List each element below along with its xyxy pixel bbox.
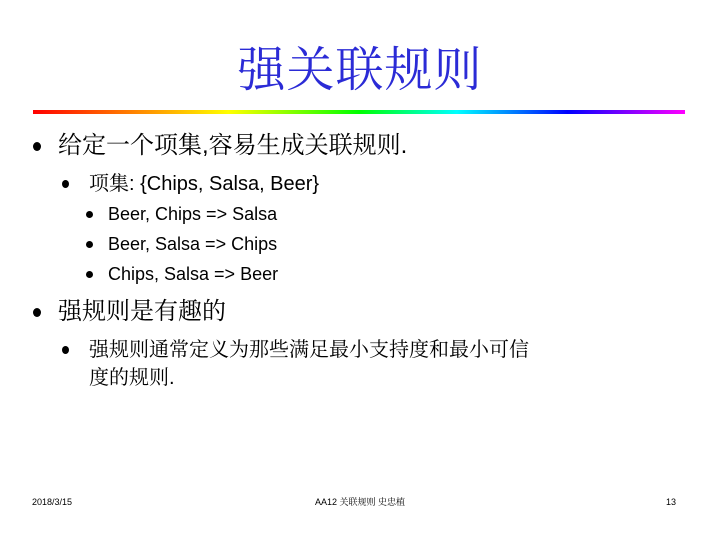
bullet-item (33, 297, 226, 327)
bullet-text: 给定一个项集,容易生成关联规则. (58, 132, 408, 159)
footer-caption: AA12 关联规则 史忠植 (314, 497, 406, 507)
slide-title: 强关联规则 (237, 42, 483, 98)
bullet-text-line: 度的规则. (89, 367, 175, 389)
bullet-item (33, 131, 407, 161)
footer-page-number: 13 (666, 497, 677, 507)
bullet-text-line: 强规则通常定义为那些满足最小支持度和最小可信 (89, 339, 529, 361)
bullet-text (89, 336, 529, 392)
bullet-dot-icon (86, 211, 93, 218)
bullet-dot-icon (33, 142, 41, 151)
bullet-text: Beer, Salsa => Chips (108, 234, 278, 254)
bullet-item (86, 262, 278, 286)
bullet-item (86, 202, 277, 226)
footer-date: 2018/3/15 (32, 497, 73, 507)
bullet-item (62, 336, 529, 392)
bullet-text: 项集: {Chips, Salsa, Beer} (89, 173, 320, 195)
bullet-dot-icon (33, 308, 41, 317)
bullet-item (62, 170, 319, 198)
bullet-dot-icon (86, 271, 93, 278)
bullet-dot-icon (62, 180, 69, 188)
bullet-text: Beer, Chips => Salsa (108, 204, 278, 224)
title-rule-line (33, 110, 685, 114)
bullet-text: Chips, Salsa => Beer (108, 264, 279, 284)
bullet-dot-icon (86, 241, 93, 248)
bullet-dot-icon (62, 346, 69, 354)
bullet-item (86, 232, 277, 256)
bullet-text: 强规则是有趣的 (58, 298, 226, 325)
